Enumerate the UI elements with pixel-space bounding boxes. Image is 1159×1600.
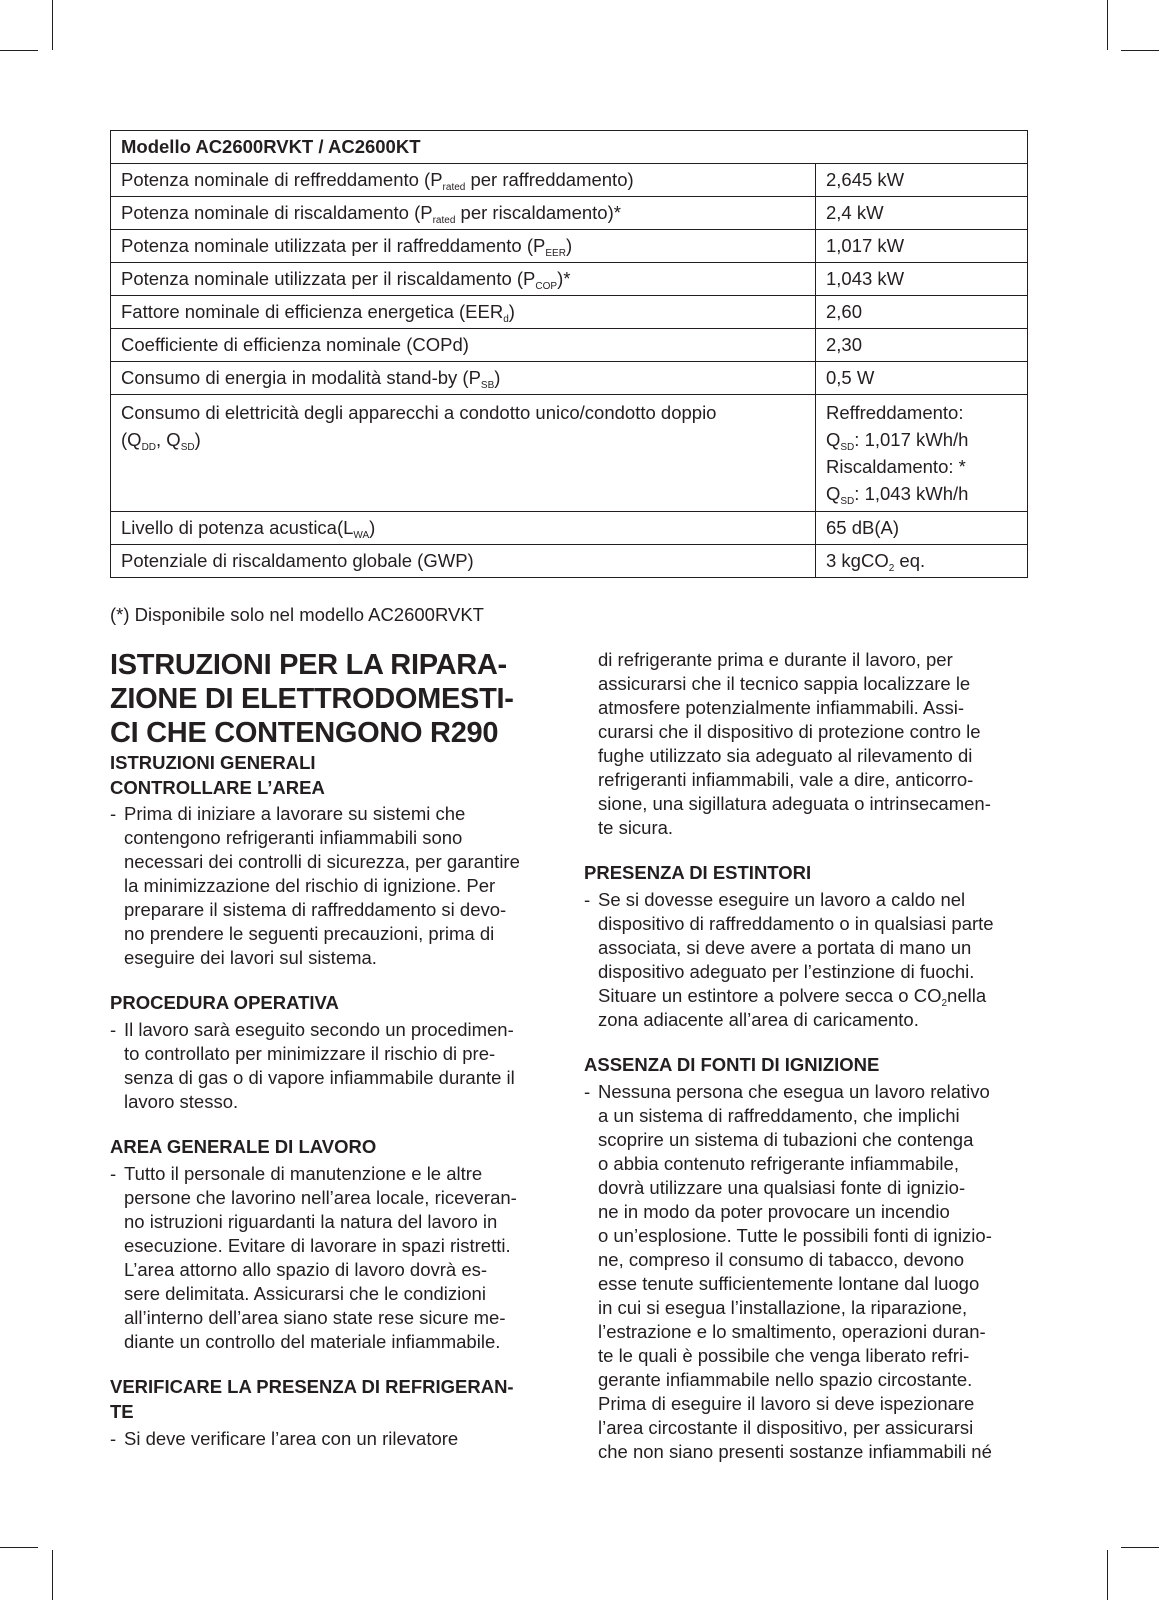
spec-row bbox=[111, 230, 1028, 263]
paragraph: - Tutto il personale di manutenzione e le altre persone che lavorino nell’area locale, riceveran- no istruzioni riguardanti la natura del lavoro in esecuzione. Evitare di lavorare in spazi ristretti. L’area attorno allo spazio di lavoro dovrà es- sere delimitata. Assicurarsi che le condizioni all’interno dell’area siano state rese sicure me- diante un controllo del materiale infiammabile. bbox=[110, 1163, 517, 1352]
spec-row bbox=[111, 164, 1028, 197]
section-heading: ISTRUZIONI GENERALI bbox=[110, 752, 316, 773]
spec-value: 2,30 bbox=[816, 329, 1028, 362]
spec-label: Livello di potenza $acustica(L_{WA})$ bbox=[111, 512, 816, 545]
heating-value: $Q_{SD}$: 1,043 kWh/h bbox=[826, 483, 969, 507]
crop-mark bbox=[0, 1547, 38, 1548]
spec-label: Potenziale di riscaldamento globale (GWP) bbox=[111, 545, 816, 578]
spec-label: Potenza nominale utilizzata per il riscaldamento $(P_{COP})*$ bbox=[111, 263, 816, 296]
right-column bbox=[584, 648, 1034, 1464]
spec-label: Consumo di energia in modalità stand-by $(P_{SB})$ bbox=[111, 362, 816, 395]
spec-label: Potenza nominale utilizzata per il raffreddamento $(P_{EER})$ bbox=[111, 230, 816, 263]
spec-row bbox=[111, 512, 1028, 545]
spec-label: Potenza nominale di reffreddamento ($P_{rated}$ per raffreddamento) bbox=[111, 164, 816, 197]
spec-value: 65 dB(A) bbox=[816, 512, 1028, 545]
consumption-label-line: Consumo di elettricità degli apparecchi a condotto unico/condotto doppio bbox=[121, 402, 717, 423]
spec-row bbox=[111, 362, 1028, 395]
crop-mark bbox=[52, 1550, 53, 1600]
paragraph: - Se si dovesse eseguire un lavoro a caldo nel dispositivo di raffreddamento o in qualsiasi parte associata, si deve avere a portata di mano un dispositivo adeguato per l’estinzione di fuochi. Situare un estintore a polvere secca o $CO_2nella$ zona adiacente all’area di caricamento. bbox=[584, 889, 994, 1030]
spec-value: 1,017 kW bbox=[816, 230, 1028, 263]
spec-table-header: Modello AC2600RVKT / AC2600KT bbox=[111, 131, 1028, 164]
spec-value: 0,5 W bbox=[816, 362, 1028, 395]
section-heading: AREA GENERALE DI LAVORO bbox=[110, 1136, 377, 1157]
cooling-value: $Q_{SD}$: 1,017 kWh/h bbox=[826, 429, 969, 453]
spec-row bbox=[111, 329, 1028, 362]
paragraph: - Il lavoro sarà eseguito secondo un procedimen- to controllato per minimizzare il rischio di pre- senza di gas o di vapore infiammabile durante il lavoro stesso. bbox=[110, 1019, 515, 1112]
section-heading: VERIFICARE LA PRESENZA DI REFRIGERAN- TE bbox=[110, 1376, 514, 1422]
crop-mark bbox=[1107, 1550, 1108, 1600]
spec-label: Coefficiente di efficienza nominale (COPd) bbox=[111, 329, 816, 362]
heating-title: Riscaldamento: * bbox=[826, 456, 966, 477]
spec-value bbox=[816, 395, 1028, 512]
spec-value: 2,4 kW bbox=[816, 197, 1028, 230]
consumption-label-symbols: ($Q_{DD}$, $Q_{SD}$) bbox=[121, 429, 201, 453]
spec-value: 1,043 kW bbox=[816, 263, 1028, 296]
cooling-title: Reffreddamento: bbox=[826, 402, 964, 423]
spec-label: Fattore nominale di efficienza energetica $(EER_d)$ bbox=[111, 296, 816, 329]
crop-mark bbox=[1121, 50, 1159, 51]
spec-table-header-row bbox=[111, 131, 1028, 164]
left-column bbox=[110, 648, 560, 1451]
spec-value: 2,645 kW bbox=[816, 164, 1028, 197]
spec-row bbox=[111, 545, 1028, 578]
availability-note: (*) Disponibile solo nel modello AC2600RVKT bbox=[110, 604, 484, 625]
crop-mark bbox=[1107, 0, 1108, 50]
spec-row bbox=[111, 263, 1028, 296]
paragraph: - Nessuna persona che esegua un lavoro relativo a un sistema di raffreddamento, che implichi scoprire un sistema di tubazioni che contenga o abbia contenuto refrigerante infiammabile, dovrà utilizzare una qualsiasi fonte di ignizio- ne in modo da poter provocare un incendio o un’esplosione. Tutte le possibili fonti di ignizio- ne, compreso il consumo di tabacco, devono esse tenute sufficientemente lontane dal luogo in cui si esegua l’installazione, la riparazione, l’estrazione e lo smaltimento, operazioni duran- te le quali è possibile che venga liberato refri- gerante infiammabile nello spazio circostante. Prima di eseguire il lavoro si deve ispezionare l’area circostante il dispositivo, per assicurarsi che non siano presenti sostanze infiammabili né bbox=[584, 1081, 992, 1462]
crop-mark bbox=[52, 0, 53, 50]
spec-row bbox=[111, 197, 1028, 230]
section-heading: CONTROLLARE L’AREA bbox=[110, 777, 325, 798]
section-heading: PROCEDURA OPERATIVA bbox=[110, 992, 339, 1013]
page-title: ISTRUZIONI PER LA RIPARA- ZIONE DI ELETTRODOMESTI- CI CHE CONTENGONO R290 bbox=[110, 649, 514, 749]
spec-value: 3 kgCO$_2$ eq. bbox=[816, 545, 1028, 578]
paragraph: di refrigerante prima e durante il lavoro, per assicurarsi che il tecnico sappia localizzare le atmosfere potenzialmente infiammabili. Assi- curarsi che il dispositivo di protezione contro le fughe utilizzato sia adeguato al rilevamento di refrigeranti infiammabili, vale a dire, anticorro- sione, una sigillatura adeguata o intrinsecamen- te sicura. bbox=[598, 649, 991, 838]
paragraph: - Prima di iniziare a lavorare su sistemi che contengono refrigeranti infiammabili sono necessari dei controlli di sicurezza, per garantire la minimizzazione del rischio di ignizione. Per preparare il sistema di raffreddamento si devo- no prendere le seguenti precauzioni, prima di eseguire dei lavori sul sistema. bbox=[110, 803, 520, 968]
section-heading: ASSENZA DI FONTI DI IGNIZIONE bbox=[584, 1054, 880, 1075]
spec-value: 2,60 bbox=[816, 296, 1028, 329]
spec-row bbox=[111, 296, 1028, 329]
spec-label bbox=[111, 395, 816, 512]
crop-mark bbox=[1121, 1547, 1159, 1548]
spec-label: Potenza nominale di riscaldamento ($P_{rated}$ per riscaldamento)* bbox=[111, 197, 816, 230]
spec-table bbox=[110, 130, 1028, 578]
section-heading: PRESENZA DI ESTINTORI bbox=[584, 862, 812, 883]
crop-mark bbox=[0, 50, 38, 51]
paragraph: - Si deve verificare l’area con un rilevatore bbox=[110, 1428, 459, 1449]
spec-row-consumption bbox=[111, 395, 1028, 512]
